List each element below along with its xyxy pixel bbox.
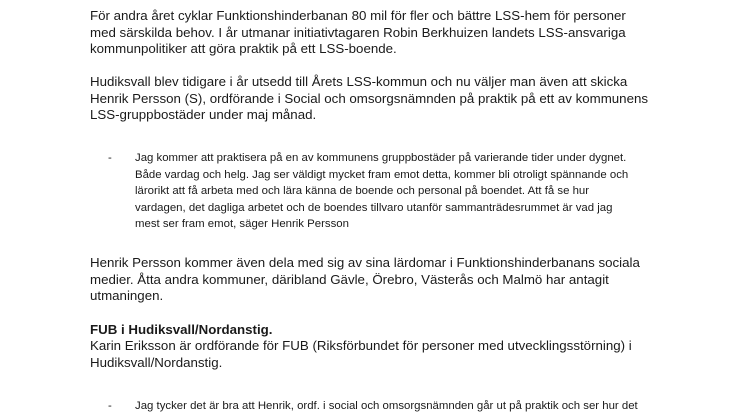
quote-karin-eriksson <box>135 398 695 415</box>
text-line: För andra året cyklar Funktionshinderbanan 80 mil för fler och bättre LSS-hem för personer <box>90 8 626 23</box>
paragraph-karin-eriksson <box>90 338 690 371</box>
quote-henrik-persson <box>135 150 695 233</box>
text-line: Både vardag och helg. Jag ser väldigt mycket fram emot detta, kommer bli otroligt spännande och <box>135 168 629 181</box>
text-line: Jag kommer att praktisera på en av kommunens gruppbostäder på varierande tider under dygnet. <box>135 152 627 164</box>
text-line: mest ser fram emot, säger Henrik Persson <box>135 218 349 231</box>
text-line: Karin Eriksson är ordförande för FUB (Riksförbundet för personer med utvecklingsstörning) i <box>90 338 632 353</box>
section-heading-fub <box>90 322 690 339</box>
text-line: utmaningen. <box>90 288 164 304</box>
text-line: med särskilda behov. I år utmanar initiativtagaren Robin Berkhuizen landets LSS-ansvariga <box>90 24 626 40</box>
text-line: Jag tycker det är bra att Henrik, ordf. i social och omsorgsnämnden går ut på praktik och ser hur det <box>135 400 638 412</box>
text-line: Henrik Persson kommer även dela med sig av sina lärdomar i Funktionshinderbanans sociala <box>90 255 640 270</box>
bullet-dash: - <box>108 400 112 412</box>
text-line: kommunpolitiker att göra praktik på ett LSS-boende. <box>90 41 397 57</box>
paragraph-social-media <box>90 255 690 305</box>
text-line: Hudiksvall blev tidigare i år utsedd till Årets LSS-kommun och nu väljer man även att skicka <box>90 74 628 89</box>
paragraph-hudiksvall <box>90 74 690 124</box>
text-line: Hudiksvall/Nordanstig. <box>90 354 223 370</box>
text-line: medier. Åtta andra kommuner, däribland Gävle, Örebro, Västerås och Malmö har antagit <box>90 271 609 287</box>
text-line: Henrik Persson (S), ordförande i Social och omsorgsnämnden på praktik på ett av kommunens <box>90 90 649 106</box>
heading-text: FUB i Hudiksvall/Nordanstig. <box>90 322 273 337</box>
bullet-dash: - <box>108 152 112 164</box>
text-line: lärorikt att få arbeta med och lära känna de boende och personal på boendet. Att få se hur <box>135 185 590 198</box>
paragraph-intro <box>90 8 690 58</box>
text-line: LSS-gruppbostäder under maj månad. <box>90 107 317 123</box>
text-line: vardagen, det dagliga arbetet och de boendes tillvaro utanför sammanträdesrummet är vad jag <box>135 201 613 214</box>
